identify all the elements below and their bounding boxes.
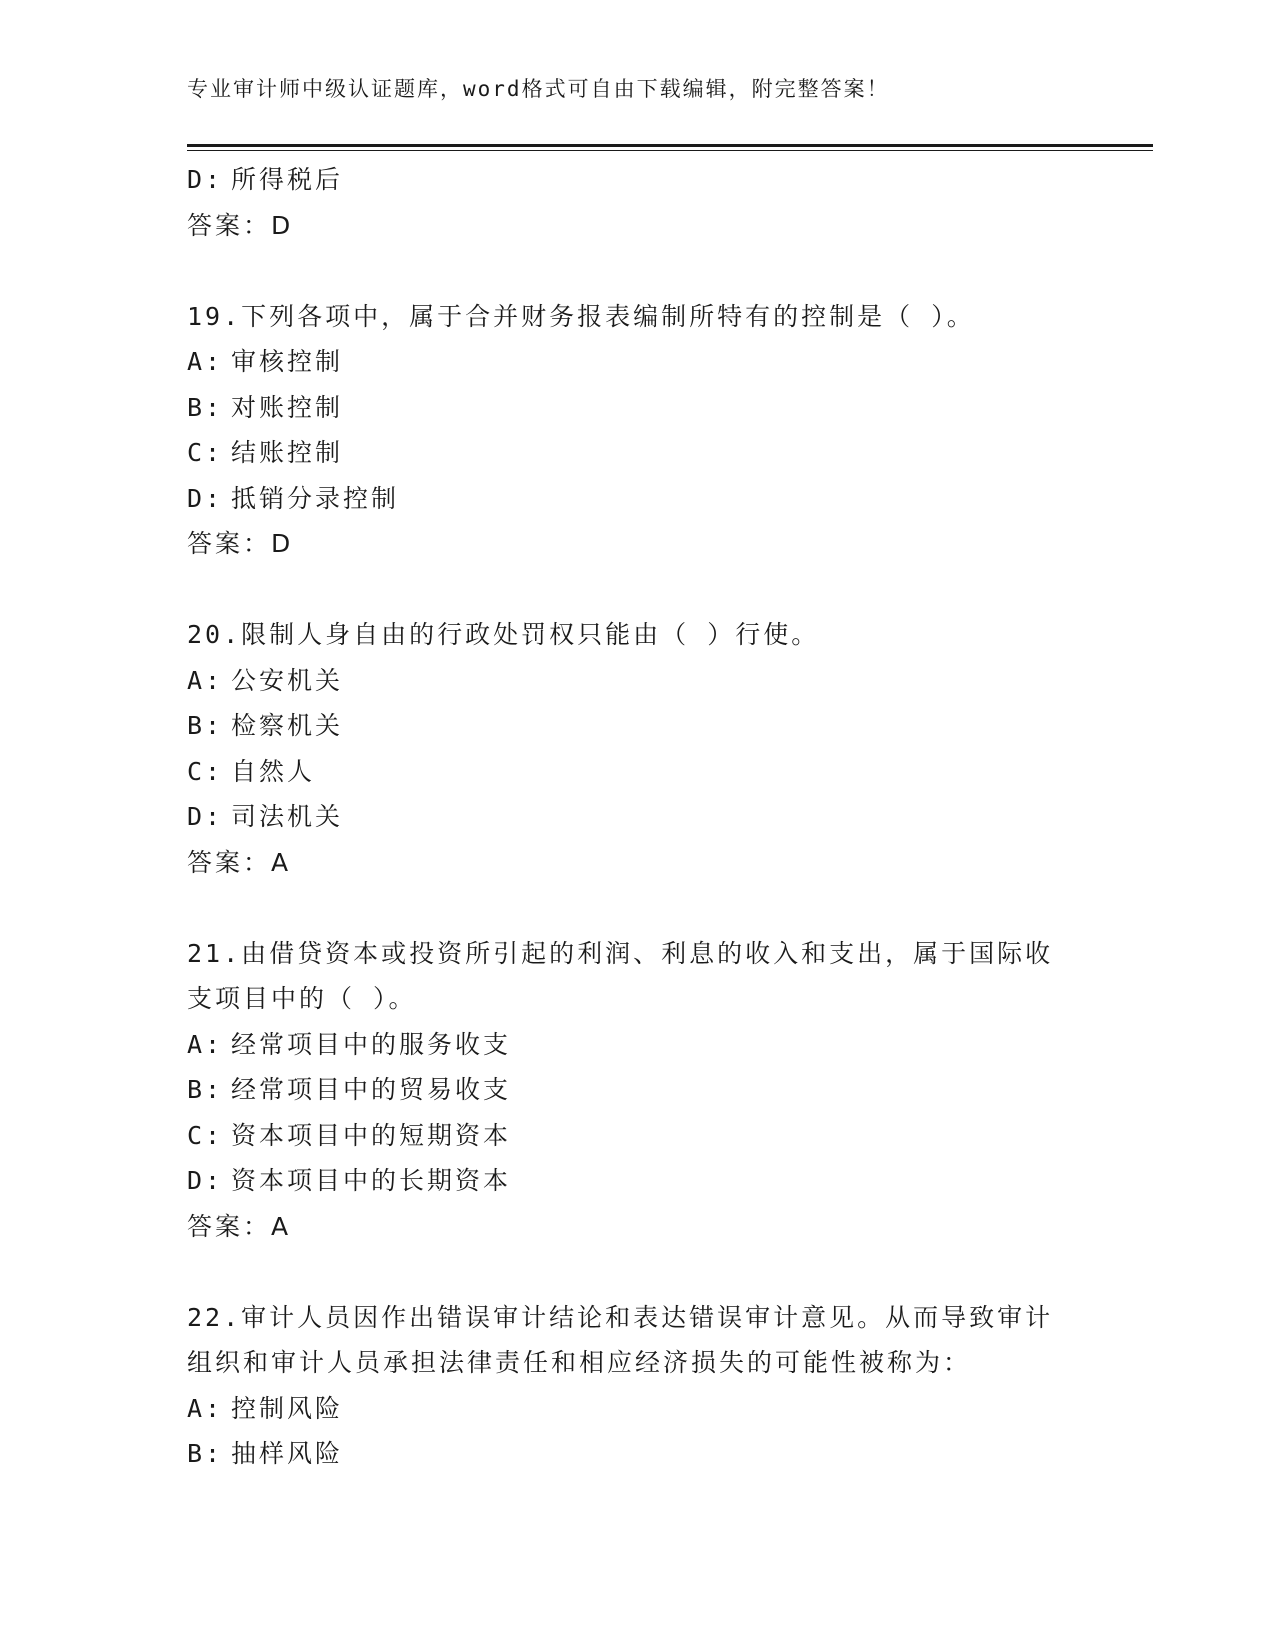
option-line xyxy=(187,749,1087,795)
option-line xyxy=(187,1113,1087,1159)
question-stem: 组织和审计人员承担法律责任和相应经济损失的可能性被称为： xyxy=(187,1348,972,1377)
option-line xyxy=(187,385,1087,431)
option-line xyxy=(187,1067,1087,1113)
option-text: 抵销分录控制 xyxy=(231,483,400,513)
option-letter: C: xyxy=(187,1120,224,1150)
option-text: 控制风险 xyxy=(231,1393,344,1423)
option-text: 资本项目中的长期资本 xyxy=(231,1166,512,1195)
option-text: 自然人 xyxy=(231,756,316,786)
spacer xyxy=(187,248,1087,294)
option-text: 审核控制 xyxy=(231,347,344,376)
option-line xyxy=(187,703,1087,749)
question-stem: 22.审计人员因作出错误审计结论和表达错误审计意见。从而导致审计 xyxy=(187,1302,1054,1332)
question-stem: 21.由借贷资本或投资所引起的利润、利息的收入和支出，属于国际收 xyxy=(187,938,1054,968)
option-line xyxy=(187,1022,1087,1068)
answer-line: 答案：D xyxy=(187,210,294,240)
option-letter: D: xyxy=(187,1166,224,1195)
option-letter: A: xyxy=(187,1393,224,1423)
document-header: 专业审计师中级认证题库，word格式可自由下载编辑，附完整答案！ xyxy=(187,77,890,101)
spacer xyxy=(187,567,1087,613)
option-text: 所得税后 xyxy=(231,165,344,194)
option-text: 结账控制 xyxy=(231,438,344,467)
option-letter: A: xyxy=(187,1029,224,1059)
option-line xyxy=(187,1158,1087,1204)
spacer xyxy=(187,885,1087,931)
answer-line: 答案：D xyxy=(187,529,294,558)
option-letter: D: xyxy=(187,802,224,831)
question-stem: 20.限制人身自由的行政处罚权只能由（ ）行使。 xyxy=(187,620,820,649)
option-letter: D: xyxy=(187,165,224,194)
option-letter: B: xyxy=(187,711,224,740)
option-line xyxy=(187,1386,1087,1432)
option-letter: A: xyxy=(187,347,224,376)
question-stem: 支项目中的（ ）。 xyxy=(187,984,417,1013)
header-rule-thin xyxy=(187,150,1153,151)
option-letter: B: xyxy=(187,1439,224,1468)
option-text: 经常项目中的服务收支 xyxy=(231,1029,512,1059)
spacer xyxy=(187,1249,1087,1295)
option-letter: D: xyxy=(187,483,224,513)
option-letter: B: xyxy=(187,1075,224,1104)
option-line xyxy=(187,157,1087,203)
header-rule-thick xyxy=(187,144,1153,147)
option-text: 资本项目中的短期资本 xyxy=(231,1120,512,1150)
option-letter: C: xyxy=(187,438,224,467)
question-list xyxy=(187,157,1087,1477)
option-letter: A: xyxy=(187,665,224,695)
option-line xyxy=(187,430,1087,476)
option-line xyxy=(187,794,1087,840)
option-letter: C: xyxy=(187,756,224,786)
option-text: 公安机关 xyxy=(231,665,344,695)
answer-line: 答案：A xyxy=(187,1211,292,1241)
option-text: 经常项目中的贸易收支 xyxy=(231,1075,512,1104)
option-text: 抽样风险 xyxy=(231,1439,344,1468)
option-line xyxy=(187,476,1087,522)
option-line xyxy=(187,339,1087,385)
option-text: 检察机关 xyxy=(231,711,344,740)
option-line xyxy=(187,1431,1087,1477)
question-stem: 19.下列各项中，属于合并财务报表编制所特有的控制是（ ）。 xyxy=(187,301,975,331)
answer-line: 答案：A xyxy=(187,847,292,877)
option-text: 对账控制 xyxy=(231,392,344,422)
option-text: 司法机关 xyxy=(231,802,344,831)
option-line xyxy=(187,658,1087,704)
option-letter: B: xyxy=(187,392,224,422)
